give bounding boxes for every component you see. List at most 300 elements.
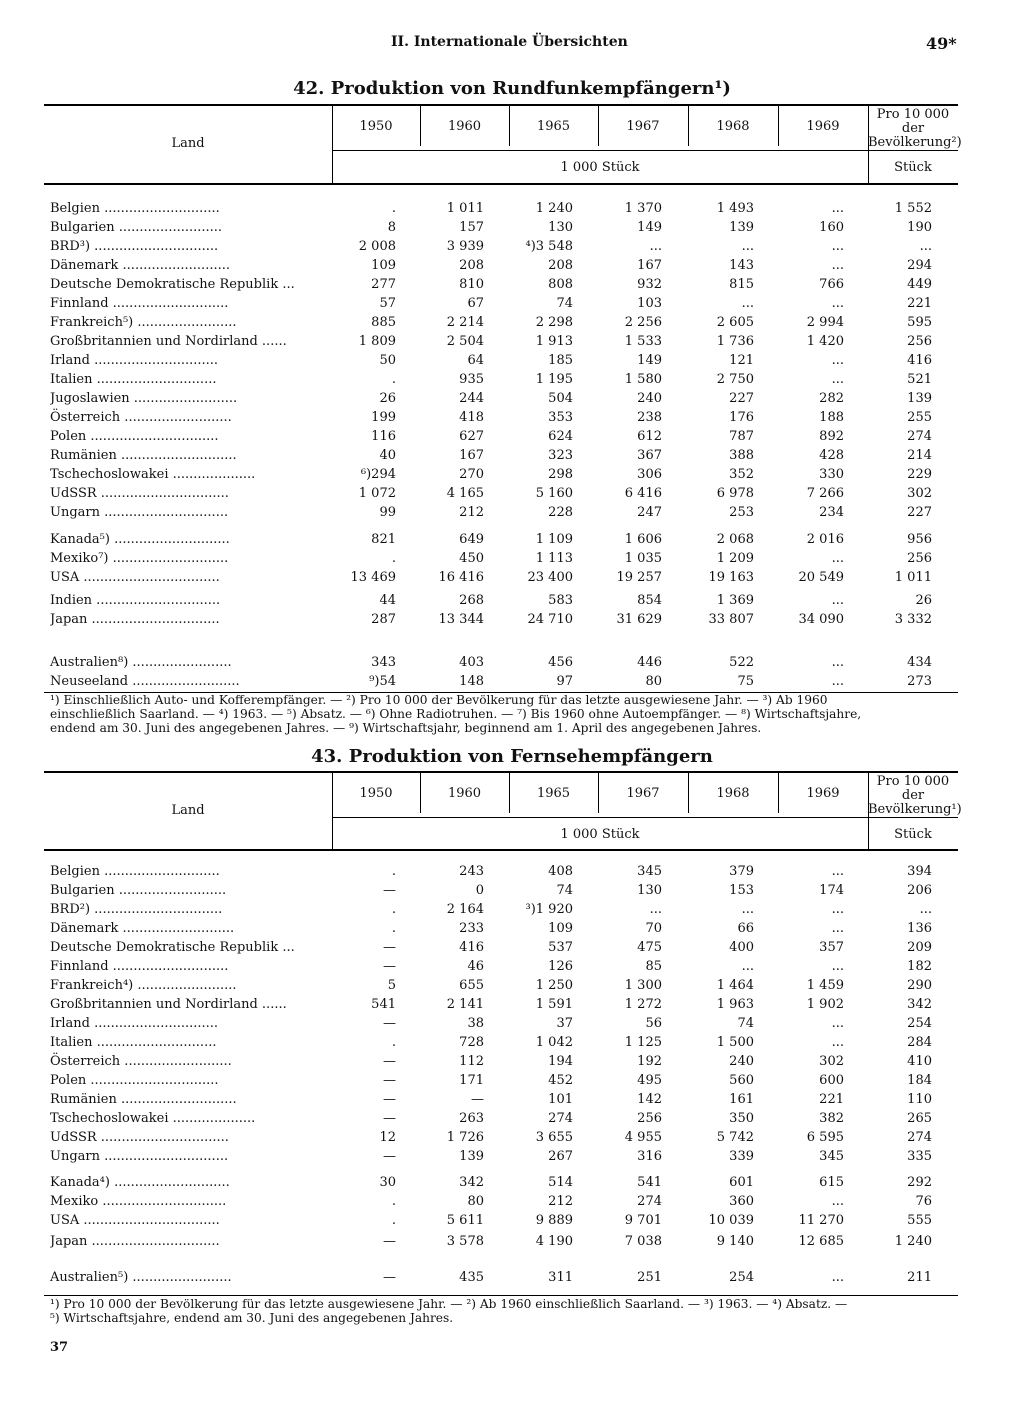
cell-value: 1 369 xyxy=(716,593,754,608)
cell-value: 787 xyxy=(729,429,754,444)
country-name: Polen ............................... xyxy=(50,1073,219,1088)
cell-value: 416 xyxy=(907,353,932,368)
cell-value: 16 416 xyxy=(438,570,484,585)
cell-value: 26 xyxy=(379,391,396,406)
cell-value: — xyxy=(383,1111,396,1126)
country-name: Ungarn .............................. xyxy=(50,1149,229,1164)
country-name: Frankreich⁵) ........................ xyxy=(50,315,237,330)
table-row xyxy=(44,610,958,629)
country-name: Mexiko .............................. xyxy=(50,1194,227,1209)
cell-value: . xyxy=(391,902,396,917)
cell-value: 273 xyxy=(907,674,932,689)
cell-value: 1 902 xyxy=(806,997,844,1012)
header-year: 1967 xyxy=(626,119,660,134)
header-year: 1969 xyxy=(806,786,840,801)
table-row xyxy=(44,1033,958,1052)
cell-value: . xyxy=(391,372,396,387)
cell-value: 185 xyxy=(548,353,573,368)
pro-unit-rule xyxy=(868,817,958,818)
cell-value: 244 xyxy=(459,391,484,406)
cell-value: 1 606 xyxy=(624,532,662,547)
table-row xyxy=(44,530,958,549)
cell-value: 229 xyxy=(907,467,932,482)
cell-value: 9 140 xyxy=(716,1234,754,1249)
table-row xyxy=(44,1173,958,1192)
cell-value: 1 809 xyxy=(358,334,396,349)
cell-value: ... xyxy=(831,201,844,216)
cell-value: 139 xyxy=(907,391,932,406)
cell-value: 1 113 xyxy=(535,551,573,566)
cell-value: 2 008 xyxy=(358,239,396,254)
cell-value: 24 710 xyxy=(527,612,573,627)
header-year: 1965 xyxy=(536,786,571,801)
cell-value: 808 xyxy=(548,277,573,292)
table-row xyxy=(44,1268,958,1287)
cell-value: 0 xyxy=(475,883,484,898)
cell-value: 555 xyxy=(907,1213,932,1228)
cell-value: 2 016 xyxy=(806,532,844,547)
cell-value: 174 xyxy=(819,883,844,898)
unit-rule xyxy=(332,817,868,818)
cell-value: 270 xyxy=(459,467,484,482)
cell-value: 37 xyxy=(556,1016,573,1031)
cell-value: 560 xyxy=(729,1073,754,1088)
cell-value: 342 xyxy=(907,997,932,1012)
cell-value: 80 xyxy=(645,674,662,689)
cell-value: ... xyxy=(831,258,844,273)
header-year: 1950 xyxy=(359,786,393,801)
cell-value: 5 611 xyxy=(446,1213,484,1228)
cell-value: ³)1 920 xyxy=(525,902,573,917)
cell-value: 343 xyxy=(371,655,396,670)
cell-value: 434 xyxy=(907,655,932,670)
country-name: Kanada⁵) ............................ xyxy=(50,532,230,547)
cell-value: 345 xyxy=(637,864,662,879)
cell-value: 97 xyxy=(556,674,573,689)
cell-value: 13 344 xyxy=(438,612,484,627)
cell-value: 2 504 xyxy=(446,334,484,349)
cell-value: 649 xyxy=(459,532,484,547)
cell-value: 6 595 xyxy=(806,1130,844,1145)
table-row xyxy=(44,256,958,275)
country-name: Deutsche Demokratische Republik ... xyxy=(50,940,295,955)
cell-value: ... xyxy=(831,372,844,387)
table-row xyxy=(44,370,958,389)
cell-value: 1 963 xyxy=(716,997,754,1012)
cell-value: ... xyxy=(831,921,844,936)
country-name: Tschechoslowakei .................... xyxy=(50,1111,256,1126)
country-name: Bulgarien .......................... xyxy=(50,883,227,898)
cell-value: — xyxy=(383,1149,396,1164)
cell-value: 360 xyxy=(729,1194,754,1209)
cell-value: 7 038 xyxy=(624,1234,662,1249)
cell-value: 190 xyxy=(907,220,932,235)
cell-value: 1 552 xyxy=(894,201,932,216)
cell-value: 612 xyxy=(637,429,662,444)
table-row xyxy=(44,976,958,995)
country-name: UdSSR ............................... xyxy=(50,486,229,501)
cell-value: 1 125 xyxy=(624,1035,662,1050)
cell-value: 251 xyxy=(637,1270,662,1285)
cell-value: 5 742 xyxy=(716,1130,754,1145)
cell-value: 1 300 xyxy=(624,978,662,993)
table-row xyxy=(44,653,958,672)
cell-value: 1 591 xyxy=(535,997,573,1012)
cell-value: 316 xyxy=(637,1149,662,1164)
header-unit: 1 000 Stück xyxy=(560,160,640,175)
cell-value: 184 xyxy=(907,1073,932,1088)
table-row xyxy=(44,484,958,503)
cell-value: 854 xyxy=(637,593,662,608)
cell-value: 541 xyxy=(371,997,396,1012)
cell-value: 64 xyxy=(467,353,484,368)
cell-value: 294 xyxy=(907,258,932,273)
cell-value: 228 xyxy=(548,505,573,520)
cell-value: 139 xyxy=(459,1149,484,1164)
cell-value: 290 xyxy=(907,978,932,993)
cell-value: 211 xyxy=(907,1270,932,1285)
country-name: Indien .............................. xyxy=(50,593,221,608)
header-year: 1950 xyxy=(359,119,393,134)
table-row xyxy=(44,465,958,484)
cell-value: 601 xyxy=(729,1175,754,1190)
cell-value: 1 240 xyxy=(894,1234,932,1249)
cell-value: 121 xyxy=(729,353,754,368)
cell-value: 449 xyxy=(907,277,932,292)
cell-value: — xyxy=(383,1073,396,1088)
country-name: UdSSR ............................... xyxy=(50,1130,229,1145)
cell-value: 1 240 xyxy=(535,201,573,216)
cell-value: 7 266 xyxy=(806,486,844,501)
cell-value: 142 xyxy=(637,1092,662,1107)
cell-value: 57 xyxy=(379,296,396,311)
cell-value: 932 xyxy=(637,277,662,292)
cell-value: — xyxy=(383,940,396,955)
header-pro-unit: Stück xyxy=(894,160,932,175)
cell-value: 66 xyxy=(737,921,754,936)
cell-value: ⁴)3 548 xyxy=(525,239,573,254)
country-name: Großbritannien und Nordirland ...... xyxy=(50,334,287,349)
table-row xyxy=(44,237,958,256)
cell-value: ... xyxy=(831,1194,844,1209)
cell-value: 1 011 xyxy=(446,201,484,216)
cell-value: 149 xyxy=(637,220,662,235)
cell-value: 435 xyxy=(459,1270,484,1285)
cell-value: 2 750 xyxy=(716,372,754,387)
cell-value: 2 214 xyxy=(446,315,484,330)
cell-value: 452 xyxy=(548,1073,573,1088)
page-number: 49* xyxy=(926,34,957,53)
table-row xyxy=(44,591,958,610)
country-name: BRD³) .............................. xyxy=(50,239,219,254)
cell-value: 624 xyxy=(548,429,573,444)
cell-value: 1 580 xyxy=(624,372,662,387)
cell-value: 537 xyxy=(548,940,573,955)
cell-value: 541 xyxy=(637,1175,662,1190)
cell-value: 148 xyxy=(459,674,484,689)
cell-value: 256 xyxy=(907,334,932,349)
country-name: Irland .............................. xyxy=(50,1016,219,1031)
cell-value: 655 xyxy=(459,978,484,993)
table-row xyxy=(44,568,958,587)
cell-value: 935 xyxy=(459,372,484,387)
cell-value: — xyxy=(383,1270,396,1285)
cell-value: 345 xyxy=(819,1149,844,1164)
cell-value: ... xyxy=(831,551,844,566)
country-name: Finnland ............................ xyxy=(50,296,229,311)
country-name: Rumänien ............................ xyxy=(50,1092,237,1107)
cell-value: ... xyxy=(741,296,754,311)
cell-value: 20 549 xyxy=(798,570,844,585)
cell-value: 2 068 xyxy=(716,532,754,547)
cell-value: 408 xyxy=(548,864,573,879)
cell-value: 728 xyxy=(459,1035,484,1050)
cell-value: — xyxy=(383,1054,396,1069)
cell-value: 206 xyxy=(907,883,932,898)
cell-value: ... xyxy=(741,902,754,917)
cell-value: 416 xyxy=(459,940,484,955)
country-name: Australien⁸) ........................ xyxy=(50,655,232,670)
cell-value: 595 xyxy=(907,315,932,330)
country-name: Japan ............................... xyxy=(50,1234,220,1249)
cell-value: 153 xyxy=(729,883,754,898)
cell-value: 885 xyxy=(371,315,396,330)
header-land: Land xyxy=(171,803,205,818)
table-row xyxy=(44,1052,958,1071)
cell-value: 1 500 xyxy=(716,1035,754,1050)
table-row xyxy=(44,218,958,237)
country-name: Tschechoslowakei .................... xyxy=(50,467,256,482)
country-name: Italien ............................. xyxy=(50,372,217,387)
cell-value: 2 994 xyxy=(806,315,844,330)
country-name: Österreich .......................... xyxy=(50,1054,232,1069)
cell-value: 446 xyxy=(637,655,662,670)
footer-number: 37 xyxy=(50,1340,69,1355)
cell-value: 450 xyxy=(459,551,484,566)
cell-value: 306 xyxy=(637,467,662,482)
table-row xyxy=(44,332,958,351)
pro-unit-rule xyxy=(868,150,958,151)
cell-value: 227 xyxy=(907,505,932,520)
cell-value: 255 xyxy=(907,410,932,425)
cell-value: 240 xyxy=(729,1054,754,1069)
header-year: 1969 xyxy=(806,119,840,134)
footnote-line: ¹) Einschließlich Auto- und Kofferempfänger. — ²) Pro 10 000 der Bevölkerung für das letzte ausgewiesene Jahr. — ³) Ab 1960 xyxy=(50,693,828,707)
table-top-rule xyxy=(44,771,958,773)
cell-value: — xyxy=(383,883,396,898)
cell-value: 1 533 xyxy=(624,334,662,349)
unit-rule xyxy=(332,150,868,151)
cell-value: 583 xyxy=(548,593,573,608)
cell-value: 274 xyxy=(907,1130,932,1145)
cell-value: 101 xyxy=(548,1092,573,1107)
cell-value: 1 011 xyxy=(894,570,932,585)
cell-value: 367 xyxy=(637,448,662,463)
cell-value: ... xyxy=(831,353,844,368)
cell-value: 116 xyxy=(371,429,396,444)
cell-value: 514 xyxy=(548,1175,573,1190)
country-name: Finnland ............................ xyxy=(50,959,229,974)
cell-value: 67 xyxy=(467,296,484,311)
cell-value: 74 xyxy=(737,1016,754,1031)
cell-value: . xyxy=(391,1213,396,1228)
cell-value: 208 xyxy=(548,258,573,273)
header-year: 1967 xyxy=(626,786,660,801)
cell-value: 1 464 xyxy=(716,978,754,993)
cell-value: 2 141 xyxy=(446,997,484,1012)
cell-value: 263 xyxy=(459,1111,484,1126)
cell-value: 600 xyxy=(819,1073,844,1088)
cell-value: 339 xyxy=(729,1149,754,1164)
table-row xyxy=(44,549,958,568)
cell-value: 167 xyxy=(459,448,484,463)
cell-value: 126 xyxy=(548,959,573,974)
cell-value: 352 xyxy=(729,467,754,482)
cell-value: 342 xyxy=(459,1175,484,1190)
header-year: 1968 xyxy=(716,786,750,801)
cell-value: — xyxy=(383,959,396,974)
cell-value: 267 xyxy=(548,1149,573,1164)
cell-value: 199 xyxy=(371,410,396,425)
header-pro: Pro 10 000 der Bevölkerung²) xyxy=(868,107,962,150)
cell-value: 456 xyxy=(548,655,573,670)
cell-value: 311 xyxy=(548,1270,573,1285)
table-row xyxy=(44,881,958,900)
header-unit: 1 000 Stück xyxy=(560,827,640,842)
cell-value: 149 xyxy=(637,353,662,368)
table-row xyxy=(44,408,958,427)
cell-value: 1 370 xyxy=(624,201,662,216)
cell-value: 1 459 xyxy=(806,978,844,993)
cell-value: 103 xyxy=(637,296,662,311)
cell-value: 227 xyxy=(729,391,754,406)
country-name: Kanada⁴) ............................ xyxy=(50,1175,230,1190)
cell-value: 212 xyxy=(459,505,484,520)
table-row xyxy=(44,1232,958,1251)
cell-value: 85 xyxy=(645,959,662,974)
cell-value: 627 xyxy=(459,429,484,444)
cell-value: 33 807 xyxy=(708,612,754,627)
cell-value: 254 xyxy=(907,1016,932,1031)
table-row xyxy=(44,503,958,522)
cell-value: 221 xyxy=(819,1092,844,1107)
cell-value: 56 xyxy=(645,1016,662,1031)
cell-value: 208 xyxy=(459,258,484,273)
cell-value: 157 xyxy=(459,220,484,235)
country-name: Großbritannien und Nordirland ...... xyxy=(50,997,287,1012)
cell-value: 292 xyxy=(907,1175,932,1190)
footnote-line: ¹) Pro 10 000 der Bevölkerung für das letzte ausgewiesene Jahr. — ²) Ab 1960 einschließlich Saarland. — ³) 1963. — ⁴) Absatz. — xyxy=(50,1297,848,1311)
cell-value: 298 xyxy=(548,467,573,482)
cell-value: ... xyxy=(831,296,844,311)
cell-value: 136 xyxy=(907,921,932,936)
table-43-title: 43. Produktion von Fernsehempfängern xyxy=(311,746,713,767)
country-name: Deutsche Demokratische Republik ... xyxy=(50,277,295,292)
cell-value: 192 xyxy=(637,1054,662,1069)
footnote-line: endend am 30. Juni des angegebenen Jahres. — ⁹) Wirtschaftsjahr, beginnend am 1. April des angegebenen Jahres. xyxy=(50,721,762,735)
country-name: Australien⁵) ........................ xyxy=(50,1270,232,1285)
cell-value: 1 209 xyxy=(716,551,754,566)
cell-value: 6 978 xyxy=(716,486,754,501)
country-name: Japan ............................... xyxy=(50,612,220,627)
cell-value: 956 xyxy=(907,532,932,547)
cell-value: ... xyxy=(919,902,932,917)
table-row xyxy=(44,1192,958,1211)
cell-value: . xyxy=(391,551,396,566)
cell-value: 233 xyxy=(459,921,484,936)
cell-value: 302 xyxy=(819,1054,844,1069)
cell-value: 9 889 xyxy=(535,1213,573,1228)
country-name: Polen ............................... xyxy=(50,429,219,444)
cell-value: 26 xyxy=(915,593,932,608)
cell-value: 3 578 xyxy=(446,1234,484,1249)
cell-value: 139 xyxy=(729,220,754,235)
cell-value: 240 xyxy=(637,391,662,406)
cell-value: — xyxy=(471,1092,484,1107)
table-row xyxy=(44,938,958,957)
cell-value: 282 xyxy=(819,391,844,406)
country-name: Rumänien ............................ xyxy=(50,448,237,463)
cell-value: ... xyxy=(831,655,844,670)
cell-value: 234 xyxy=(819,505,844,520)
table-row xyxy=(44,1071,958,1090)
country-name: Irland .............................. xyxy=(50,353,219,368)
cell-value: 70 xyxy=(645,921,662,936)
section-title: II. Internationale Übersichten xyxy=(391,34,628,50)
table-row xyxy=(44,672,958,691)
country-name: Belgien ............................ xyxy=(50,864,220,879)
cell-value: 11 270 xyxy=(798,1213,844,1228)
cell-value: 12 xyxy=(379,1130,396,1145)
cell-value: 9 701 xyxy=(624,1213,662,1228)
cell-value: 265 xyxy=(907,1111,932,1126)
cell-value: 521 xyxy=(907,372,932,387)
cell-value: 1 726 xyxy=(446,1130,484,1145)
cell-value: 475 xyxy=(637,940,662,955)
header-year: 1965 xyxy=(536,119,571,134)
cell-value: . xyxy=(391,921,396,936)
cell-value: 31 629 xyxy=(616,612,662,627)
cell-value: 221 xyxy=(907,296,932,311)
cell-value: 160 xyxy=(819,220,844,235)
table-row xyxy=(44,995,958,1014)
cell-value: 323 xyxy=(548,448,573,463)
page-header xyxy=(0,34,1024,56)
cell-value: 5 160 xyxy=(535,486,573,501)
cell-value: ... xyxy=(831,1035,844,1050)
table-row xyxy=(44,427,958,446)
cell-value: 615 xyxy=(819,1175,844,1190)
table-row xyxy=(44,1147,958,1166)
table-row xyxy=(44,862,958,881)
cell-value: 1 493 xyxy=(716,201,754,216)
table-row xyxy=(44,1211,958,1230)
cell-value: . xyxy=(391,864,396,879)
cell-value: ... xyxy=(831,239,844,254)
cell-value: 19 257 xyxy=(616,570,662,585)
cell-value: ... xyxy=(831,864,844,879)
cell-value: 176 xyxy=(729,410,754,425)
cell-value: 428 xyxy=(819,448,844,463)
country-name: Mexiko⁷) ............................ xyxy=(50,551,229,566)
cell-value: 2 298 xyxy=(535,315,573,330)
table-row xyxy=(44,294,958,313)
cell-value: 110 xyxy=(907,1092,932,1107)
table-row xyxy=(44,1014,958,1033)
cell-value: 99 xyxy=(379,505,396,520)
table-42-footnotes xyxy=(50,693,960,735)
cell-value: 350 xyxy=(729,1111,754,1126)
